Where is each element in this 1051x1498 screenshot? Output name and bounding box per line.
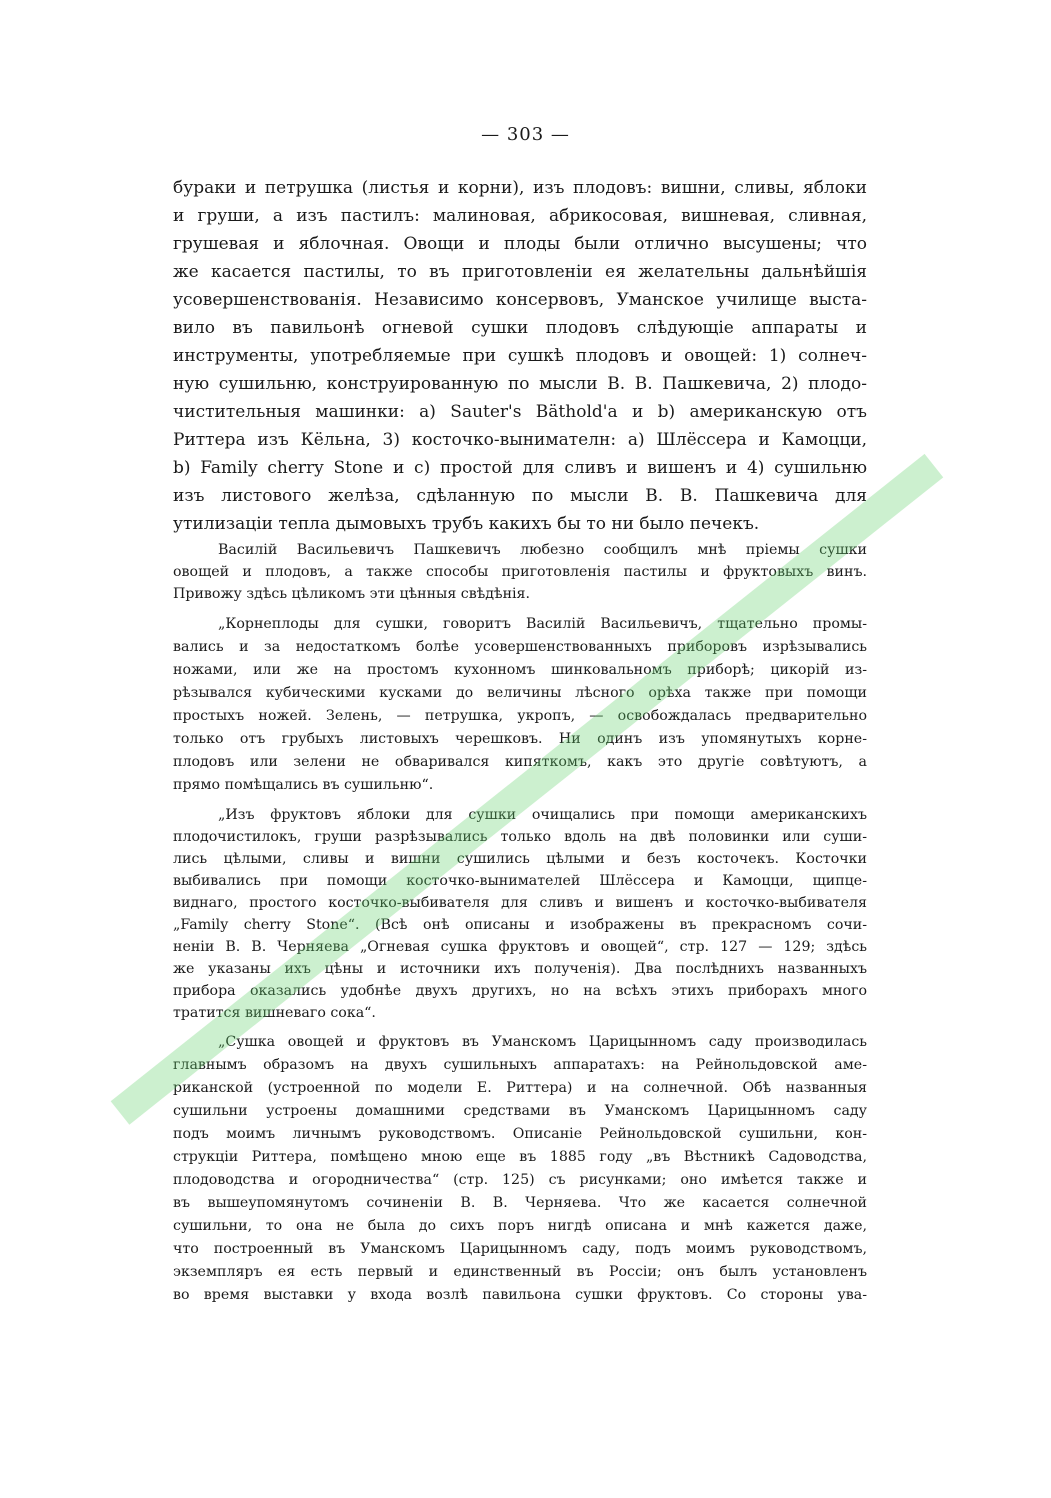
text-line: только отъ грубыхъ листовыхъ черешковъ. Ни одинъ изъ упомянутыхъ корне- (173, 731, 867, 747)
text-line: выбивались при помощи косточко-вынимателей Шлёссера и Камоцци, щипце- (173, 873, 867, 889)
text-line: изъ листового желѣза, сдѣланную по мысли В. В. Пашкевича для (173, 486, 867, 506)
text-line: инструменты, употребляемые при сушкѣ плодовъ и овощей: 1) солнеч- (173, 346, 867, 366)
text-line: утилизаціи тепла дымовыхъ трубъ какихъ бы то ни было печекъ. (173, 514, 760, 534)
text-line: усовершенствованія. Независимо консервовъ, Уманское училище выста- (173, 290, 867, 310)
text-line: чистительныя машинки: а) Sauter's Bäthold'a и b) американскую отъ (173, 402, 867, 422)
text-line: Привожу здѣсь цѣликомъ эти цѣнныя свѣдѣнія. (173, 586, 531, 602)
text-line: прибора оказались удобнѣе двухъ другихъ, но на всѣхъ этихъ приборахъ много (173, 983, 867, 999)
text-line: овощей и плодовъ, а также способы приготовленія пастилы и фруктовыхъ винъ. (173, 564, 867, 580)
page-number: — 303 — (481, 124, 570, 145)
text-line: подъ моимъ личнымъ руководствомъ. Описаніе Рейнольдовской сушильни, кон- (173, 1126, 867, 1142)
text-line: плодовъ или зелени не обваривался кипяткомъ, какъ это другіе совѣтуютъ, а (173, 754, 867, 770)
text-line: же указаны ихъ цѣны и источники ихъ полученія). Два послѣднихъ названныхъ (173, 961, 867, 977)
text-line: Риттера изъ Кёльна, 3) косточко-вынимателн: а) Шлёссера и Камоцци, (173, 430, 867, 450)
text-line: бураки и петрушка (листья и корни), изъ плодовъ: вишни, сливы, яблоки (173, 178, 867, 198)
text-line: въ вышеупомянутомъ сочиненіи В. В. Черняева. Что же касается солнечной (173, 1195, 867, 1211)
text-line: виднаго, простого косточко-выбивателя для сливъ и вишенъ и косточко-выбивателя (173, 895, 867, 911)
text-line: струкціи Риттера, помѣщено мною еще въ 1885 году „въ Вѣстникѣ Садоводства, (173, 1149, 867, 1165)
text-line: „Корнеплоды для сушки, говоритъ Василій Васильевичъ, тщательно промы- (218, 616, 867, 632)
text-line: вило въ павильонѣ огневой сушки плодовъ слѣдующіе аппараты и (173, 318, 867, 338)
text-line: „Family cherry Stone“. (Всѣ онѣ описаны и изображены въ прекрасномъ сочи- (173, 917, 867, 933)
text-line: сушильни, то она не была до сихъ поръ нигдѣ описана и мнѣ кажется даже, (173, 1218, 867, 1234)
text-line: ножами, или же на простомъ кухонномъ шинковальномъ приборѣ; цикорій из- (173, 662, 867, 678)
text-line: вались и за недостаткомъ болѣе усовершенствованныхъ приборовъ изрѣзывались (173, 639, 867, 655)
text-line: плодочистилокъ, груши разрѣзывались только вдоль на двѣ половинки или суши- (173, 829, 867, 845)
text-line: прямо помѣщались въ сушильню“. (173, 777, 434, 793)
text-line: „Изъ фруктовъ яблоки для сушки очищались при помощи американскихъ (218, 807, 867, 823)
text-line: „Сушка овощей и фруктовъ въ Уманскомъ Царицынномъ саду производилась (218, 1034, 867, 1050)
text-line: и груши, а изъ пастилъ: малиновая, абрикосовая, вишневая, сливная, (173, 206, 867, 226)
text-line: же касается пастилы, то въ приготовленіи ея желательны дальнѣйшія (173, 262, 867, 282)
text-line: ную сушильню, конструированную по мысли В. В. Пашкевича, 2) плодо- (173, 374, 867, 394)
text-line: плодоводства и огородничества“ (стр. 125) съ рисунками; оно имѣется также и (173, 1172, 867, 1188)
text-line: во время выставки у входа возлѣ павильона сушки фруктовъ. Со стороны ува- (173, 1287, 867, 1303)
text-line: b) Family cherry Stone и с) простой для сливъ и вишенъ и 4) сушильню (173, 458, 867, 478)
text-line: сушильни устроены домашними средствами въ Уманскомъ Царицынномъ саду (173, 1103, 867, 1119)
text-line: риканской (устроенной по модели Е. Риттера) и на солнечной. Обѣ названныя (173, 1080, 867, 1096)
text-line: Василій Васильевичъ Пашкевичъ любезно сообщилъ мнѣ пріемы сушки (218, 542, 867, 558)
text-line: экземпляръ ея есть первый и единственный въ Россіи; онъ былъ установленъ (173, 1264, 867, 1280)
text-line: лись цѣлыми, сливы и вишни сушились цѣлыми и безъ косточекъ. Косточки (173, 851, 867, 867)
text-line: простыхъ ножей. Зелень, — петрушка, укропъ, — освобождалась предварительно (173, 708, 867, 724)
text-line: тратится вишневаго сока“. (173, 1005, 376, 1021)
text-line: главнымъ образомъ на двухъ сушильныхъ аппаратахъ: на Рейнольдовской аме- (173, 1057, 867, 1073)
text-line: грушевая и яблочная. Овощи и плоды были отлично высушены; что (173, 234, 867, 254)
text-line: рѣзывался кубическими кусками до величины лѣсного орѣха также при помощи (173, 685, 867, 701)
text-line: что построенный въ Уманскомъ Царицынномъ саду, подъ моимъ руководствомъ, (173, 1241, 867, 1257)
text-line: неніи В. В. Черняева „Огневая сушка фруктовъ и овощей“, стр. 127 — 129; здѣсь (173, 939, 867, 955)
